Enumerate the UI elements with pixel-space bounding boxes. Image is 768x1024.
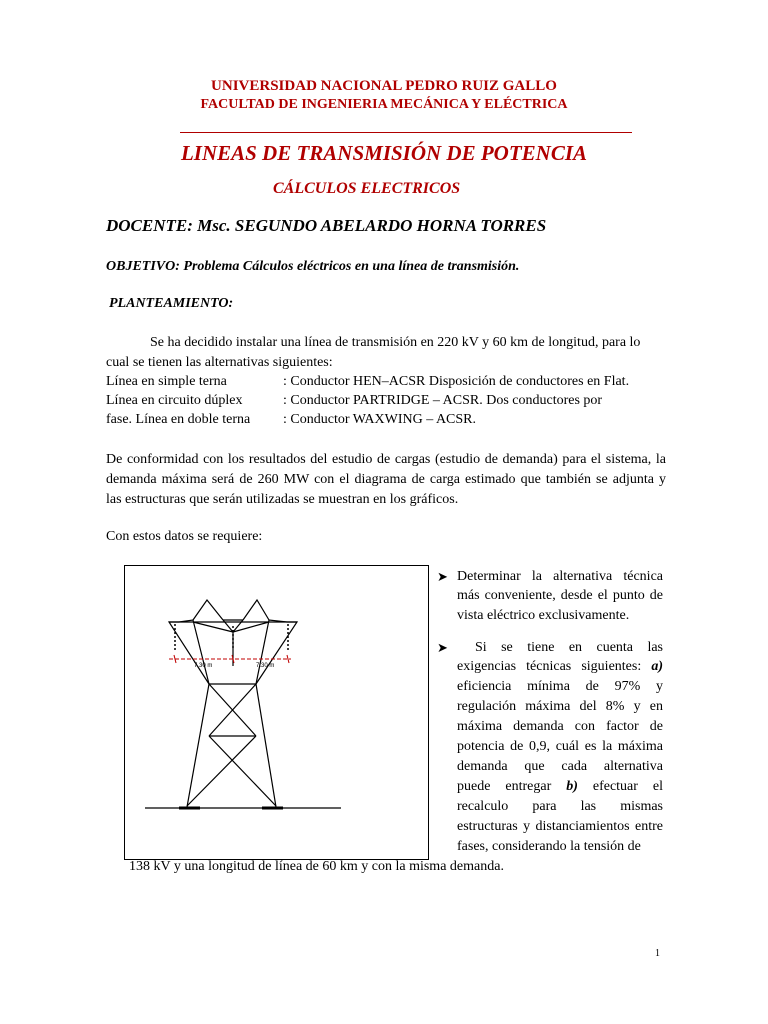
bullet2-line: recalculo para las mismas xyxy=(457,799,663,815)
alternative-label: fase. Línea en doble terna xyxy=(106,412,251,427)
bullet2-marker-b: b) xyxy=(566,779,578,795)
right-peak xyxy=(243,600,269,620)
document-title: LINEAS DE TRANSMISIÓN DE POTENCIA xyxy=(180,141,588,165)
requirement-item-2 xyxy=(437,638,663,657)
transmission-tower-diagram xyxy=(125,566,428,859)
bullet2-marker-a: a) xyxy=(651,659,663,675)
faculty-name: FACULTAD DE INGENIERIA MECÁNICA Y ELÉCTRICA xyxy=(200,97,568,112)
bullet1-line: Determinar la alternativa técnica xyxy=(457,569,663,584)
dimension-line xyxy=(169,655,291,663)
continuation-line: 138 kV y una longitud de línea de 60 km y con la misma demanda. xyxy=(129,859,504,874)
objetivo-line: OBJETIVO: Problema Cálculos eléctricos en una línea de transmisión. xyxy=(106,259,520,274)
bullet2-line: demanda que cada alternativa xyxy=(457,759,663,775)
bullet2-line xyxy=(457,657,663,677)
demanda-line-1: De conformidad con los resultados del estudio de cargas (estudio de demanda) para el sistema, la xyxy=(106,452,666,467)
bullet2-line: regulación máxima del 8% y en xyxy=(457,699,663,715)
bullet2-text: efectuar el xyxy=(592,779,663,795)
bullet1-line: vista eléctrico exclusivamente. xyxy=(457,607,630,623)
requirements-list xyxy=(437,567,663,857)
demanda-line-2: demanda máxima será de 260 MW con el diagrama de carga estimado que también se adjunta y xyxy=(106,472,666,487)
bullet2-text: exigencias técnicas siguientes: xyxy=(457,659,642,675)
dimension-right-label: 7.30 m xyxy=(256,663,275,669)
intro-paragraph xyxy=(106,333,666,429)
planteamiento-heading: PLANTEAMIENTO: xyxy=(109,296,234,311)
bullet2-line: eficiencia mínima de 97% y xyxy=(457,679,663,695)
tower-figure xyxy=(124,565,429,860)
alternative-row-1 xyxy=(106,372,666,391)
header-divider xyxy=(180,132,632,133)
arrow-bullet-icon: ➤ xyxy=(437,639,448,655)
bullet2-line: máxima demanda con factor de xyxy=(457,719,663,735)
intro-line-1: Se ha decidido instalar una línea de transmisión en 220 kV y 60 km de longitud, para lo xyxy=(150,335,641,350)
demanda-line-3: las estructuras que serán utilizadas se muestran en los gráficos. xyxy=(106,492,459,507)
dimension-left-label: 7.30 m xyxy=(194,663,213,669)
left-peak xyxy=(193,600,223,620)
bullet2-line: estructuras y distanciamientos entre xyxy=(457,819,663,835)
alternative-value: : Conductor PARTRIDGE – ACSR. Dos conductores por xyxy=(283,393,603,408)
page-number: 1 xyxy=(655,948,660,959)
alternative-value: : Conductor WAXWING – ACSR. xyxy=(283,412,477,427)
bullet2-line xyxy=(457,777,663,797)
requirement-item-2-body xyxy=(437,657,663,857)
alternative-label: Línea en simple terna xyxy=(106,374,227,389)
left-arm xyxy=(169,622,209,684)
university-name: UNIVERSIDAD NACIONAL PEDRO RUIZ GALLO xyxy=(211,78,557,94)
bullet2-text: puede entregar xyxy=(457,779,552,795)
bullet2-line: Si se tiene en cuenta las xyxy=(475,639,663,655)
insulators xyxy=(175,624,288,650)
left-leg xyxy=(179,620,209,807)
alternative-label: Línea en circuito dúplex xyxy=(106,393,243,408)
requirements-intro: Con estos datos se requiere: xyxy=(106,529,263,544)
bullet2-line: potencia de 0,9, cuál es la máxima xyxy=(457,739,663,755)
docente-line: DOCENTE: Msc. SEGUNDO ABELARDO HORNA TORRES xyxy=(106,216,547,235)
intro-line-2: cual se tienen las alternativas siguientes: xyxy=(106,355,333,370)
requirement-item-1 xyxy=(437,567,663,625)
demanda-paragraph xyxy=(106,450,666,510)
document-subtitle: CÁLCULOS ELECTRICOS xyxy=(273,180,461,197)
bullet1-line: más conveniente, desde el punto de xyxy=(457,588,663,604)
alternative-row-3 xyxy=(106,410,666,429)
arrow-bullet-icon: ➤ xyxy=(437,569,448,584)
alternative-row-2 xyxy=(106,391,666,410)
bullet2-line: fases, considerando la tensión de xyxy=(457,839,641,855)
alternative-value: : Conductor HEN–ACSR Disposición de conductores en Flat. xyxy=(283,374,630,389)
right-leg xyxy=(256,620,287,807)
